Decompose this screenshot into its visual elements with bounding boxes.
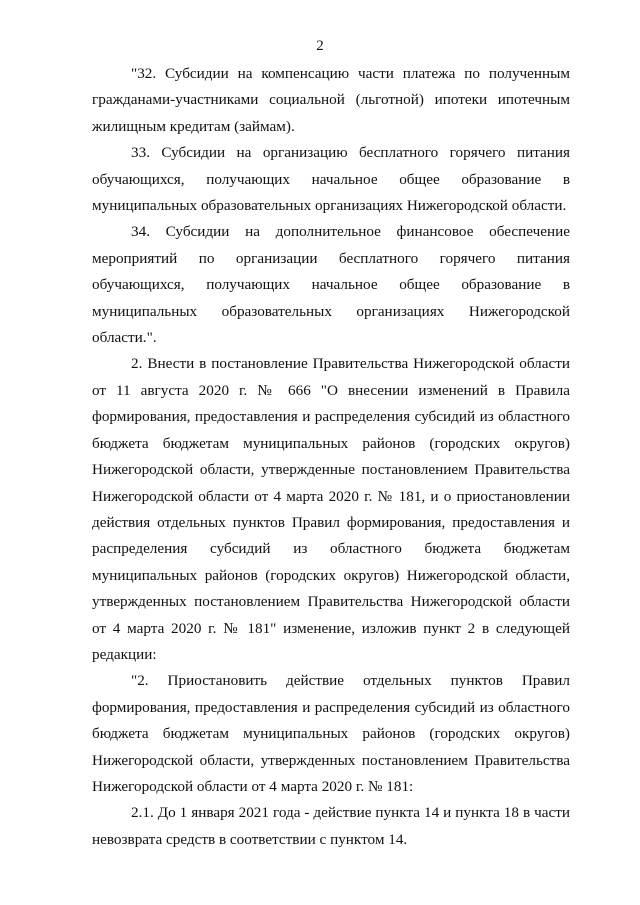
paragraph-item-2-1: 2.1. До 1 января 2021 года - действие пункта 14 и пункта 18 в части невозврата средств в соответствии с пунктом 14. <box>92 804 570 848</box>
paragraph-32: "32. Субсидии на компенсацию части платежа по полученным гражданами-участниками социальной (льготной) ипотеки ипотечным жилищным кредитам (займам). <box>92 65 570 135</box>
paragraph-33: 33. Субсидии на организацию бесплатного горячего питания обучающихся, получающих начальное общее образование в муниципальных образовательных организациях Нижегородской области. <box>92 144 570 215</box>
paragraph-new-item-2: "2. Приостановить действие отдельных пунктов Правил формирования, предоставления и распределения субсидий из областного бюджета бюджетам муниципальных районов (городских округов) Нижегородской области, утвержденных постановлением Правительства Нижегородской области от 4 марта 2020 г. № 181: <box>92 672 570 795</box>
paragraph-34: 34. Субсидии на дополнительное финансовое обеспечение мероприятий по организации бесплатного горячего питания обучающихся, получающих начальное общее образование в муниципальных образовательных организациях Нижегородской области.". <box>92 223 570 347</box>
page-number: 2 <box>316 38 324 54</box>
paragraph-item-2-amendment: 2. Внести в постановление Правительства Нижегородской области от 11 августа 2020 г. № 666 "О внесении изменений в Правила формирования, предоставления и распределения субсидий из областного бюджета бюджетам муниципальных районов (городских округов) Нижегородской области, утвержденные постановлением Правительства Нижегородской области от 4 марта 2020 г. № 181, и о приостановлении действия отдельных пунктов Правил формирования, предоставления и распределения субсидий из областного бюджета бюджетам муниципальных районов (городских округов) Нижегородской области, утвержденных постановлением Правительства Нижегородской области от 4 марта 2020 г. № 181" изменение, изложив пункт 2 в следующей редакции: <box>92 355 570 663</box>
document-body <box>92 61 570 853</box>
